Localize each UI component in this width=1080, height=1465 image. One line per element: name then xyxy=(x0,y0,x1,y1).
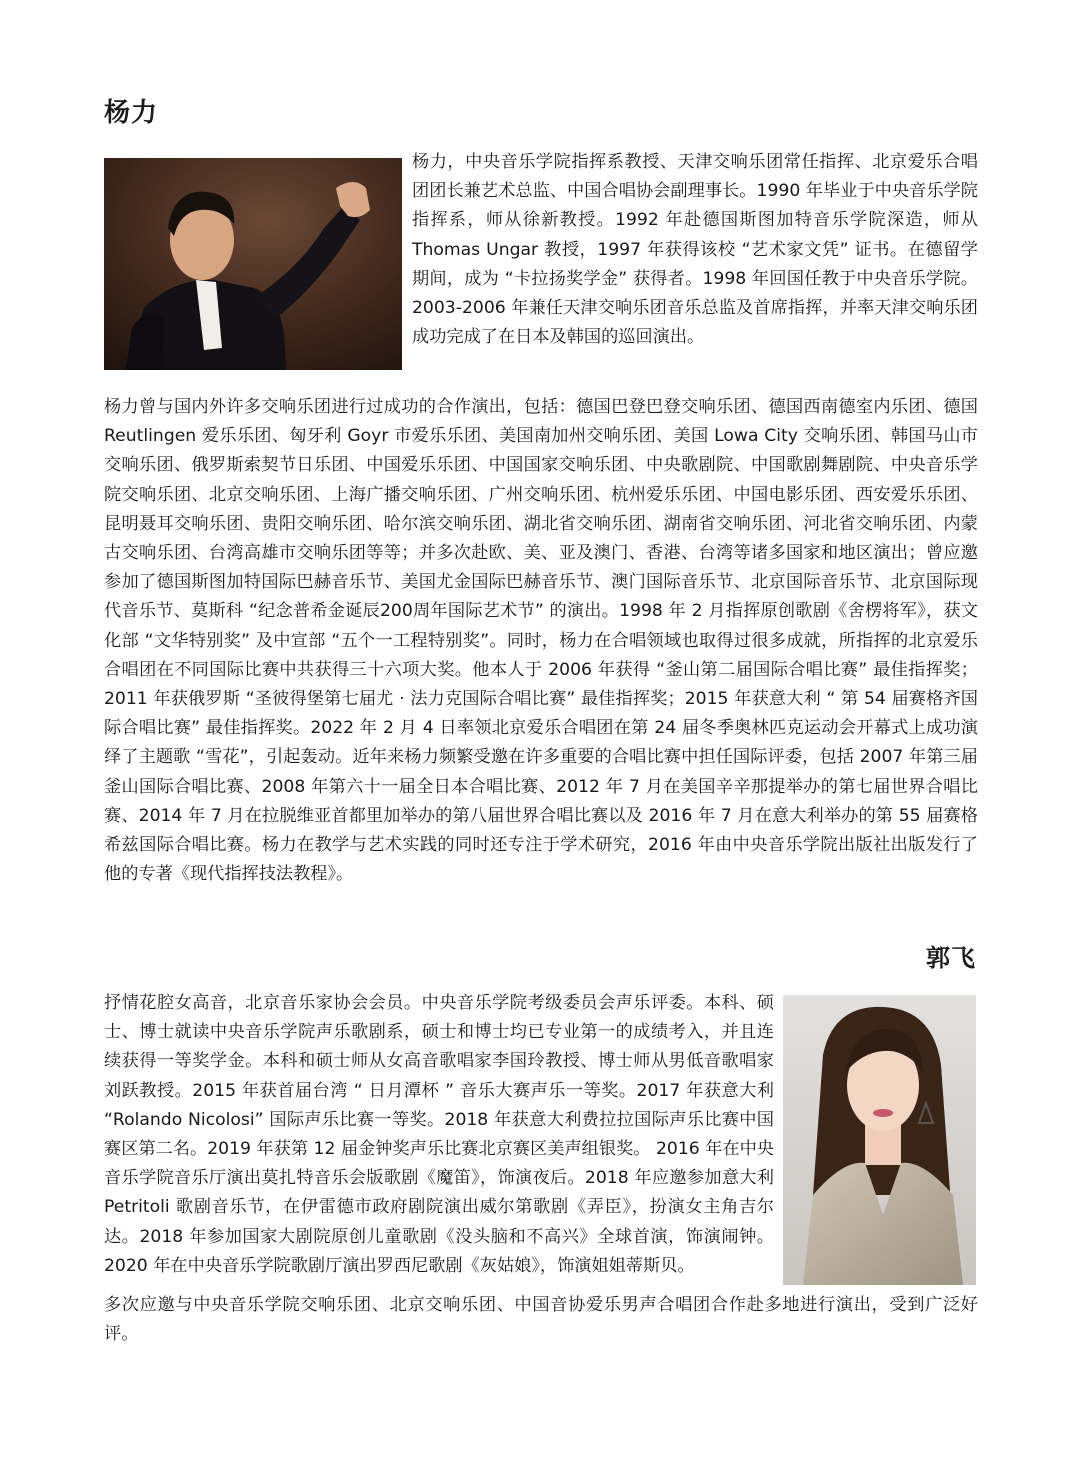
section-title-yang-li: 杨力 xyxy=(104,98,159,128)
bio-paragraph-yang-li-career: 杨力曾与国内外许多交响乐团进行过成功的合作演出，包括：德国巴登巴登交响乐团、德国西南德室内乐团、德国 Reutlingen 爱乐乐团、匈牙利 Goyr 市爱乐乐团、美国南加州交响乐团、美国 Lowa City 交响乐团、韩国马山市交响乐团、俄罗斯索契节日乐团、中国爱乐乐团、中国国家交响乐团、中央歌剧院、中国歌剧舞剧院、中央音乐学院交响乐团、北京交响乐团、上海广播交响乐团、广州交响乐团、杭州爱乐乐团、中国电影乐团、西安爱乐乐团、昆明聂耳交响乐团、贵阳交响乐团、哈尔滨交响乐团、湖北省交响乐团、湖南省交响乐团、河北省交响乐团、内蒙古交响乐团、台湾高雄市交响乐团等等；并多次赴欧、美、亚及澳门、香港、台湾等诸多国家和地区演出；曾应邀参加了德国斯图加特国际巴赫音乐节、美国尤金国际巴赫音乐节、澳门国际音乐节、北京国际音乐节、北京国际现代音乐节、莫斯科 “纪念普希金诞辰200周年国际艺术节” 的演出。1998 年 2 月指挥原创歌剧《舍楞将军》，获文化部 “文华特别奖” 及中宣部 “五个一工程特别奖”。同时，杨力在合唱领域也取得过很多成就，所指挥的北京爱乐合唱团在不同国际比赛中共获得三十六项大奖。他本人于 2006 年获得 “釜山第二届国际合唱比赛” 最佳指挥奖；2011 年获俄罗斯 “圣彼得堡第七届尤 · 法力克国际合唱比赛” 最佳指挥奖；2015 年获意大利 “ 第 54 届赛格齐国际合唱比赛” 最佳指挥奖。2022 年 2 月 4 日率领北京爱乐合唱团在第 24 届冬季奥林匹克运动会开幕式上成功演绎了主题歌 “雪花”，引起轰动。近年来杨力频繁受邀在许多重要的合唱比赛中担任国际评委，包括 2007 年第三届釜山国际合唱比赛、2008 年第六十一届全日本合唱比赛、2012 年 7 月在美国辛辛那提举办的第七届世界合唱比赛、2014 年 7 月在拉脱维亚首都里加举办的第八届世界合唱比赛以及 2016 年 7 月在意大利举办的第 55 届赛格希兹国际合唱比赛。杨力在教学与艺术实践的同时还专注于学术研究，2016 年由中央音乐学院出版社出版发行了他的专著《现代指挥技法教程》。 xyxy=(104,397,978,885)
portrait-photo-guo-fei xyxy=(783,995,976,1285)
bio-paragraph-guo-fei-tail: 多次应邀与中央音乐学院交响乐团、北京交响乐团、中国音协爱乐男声合唱团合作赴多地进行演出，受到广泛好评。 xyxy=(104,1295,978,1345)
section-title-guo-fei: 郭飞 xyxy=(926,944,976,972)
portrait-photo-yang-li xyxy=(104,158,402,370)
bio-paragraph-yang-li-intro: 杨力，中央音乐学院指挥系教授、天津交响乐团常任指挥、北京爱乐合唱团团长兼艺术总监、中国合唱协会副理事长。1990 年毕业于中央音乐学院指挥系，师从徐新教授。1992 年赴德国斯图加特音乐学院深造，师从 Thomas Ungar 教授，1997 年获得该校 “艺术家文凭” 证书。在德留学期间，成为 “卡拉扬奖学金” 获得者。1998 年回国任教于中央音乐学院。2003-2006 年兼任天津交响乐团音乐总监及首席指挥，并率天津交响乐团成功完成了在日本及韩国的巡回演出。 xyxy=(412,152,978,348)
bio-paragraph-guo-fei: 抒情花腔女高音，北京音乐家协会会员。中央音乐学院考级委员会声乐评委。本科、硕士、博士就读中央音乐学院声乐歌剧系，硕士和博士均已专业第一的成绩考入，并且连续获得一等奖学金。本科和硕士师从女高音歌唱家李国玲教授、博士师从男低音歌唱家刘跃教授。2015 年获首届台湾 “ 日月潭杯 ” 音乐大赛声乐一等奖。2017 年获意大利 “Rolando Nicolosi” 国际声乐比赛一等奖。2018 年获意大利费拉拉国际声乐比赛中国赛区第二名。2019 年获第 12 届金钟奖声乐比赛北京赛区美声组银奖。 2016 年在中央音乐学院音乐厅演出莫扎特音乐会版歌剧《魔笛》，饰演夜后。2018 年应邀参加意大利 Petritoli 歌剧音乐节，在伊雷德市政府剧院演出威尔第歌剧《弄臣》，扮演女主角吉尔达。2018 年参加国家大剧院原创儿童歌剧《没头脑和不高兴》全球首演，饰演闹钟。2020 年在中央音乐学院歌剧厅演出罗西尼歌剧《灰姑娘》，饰演姐姐蒂斯贝。 xyxy=(104,993,774,1276)
